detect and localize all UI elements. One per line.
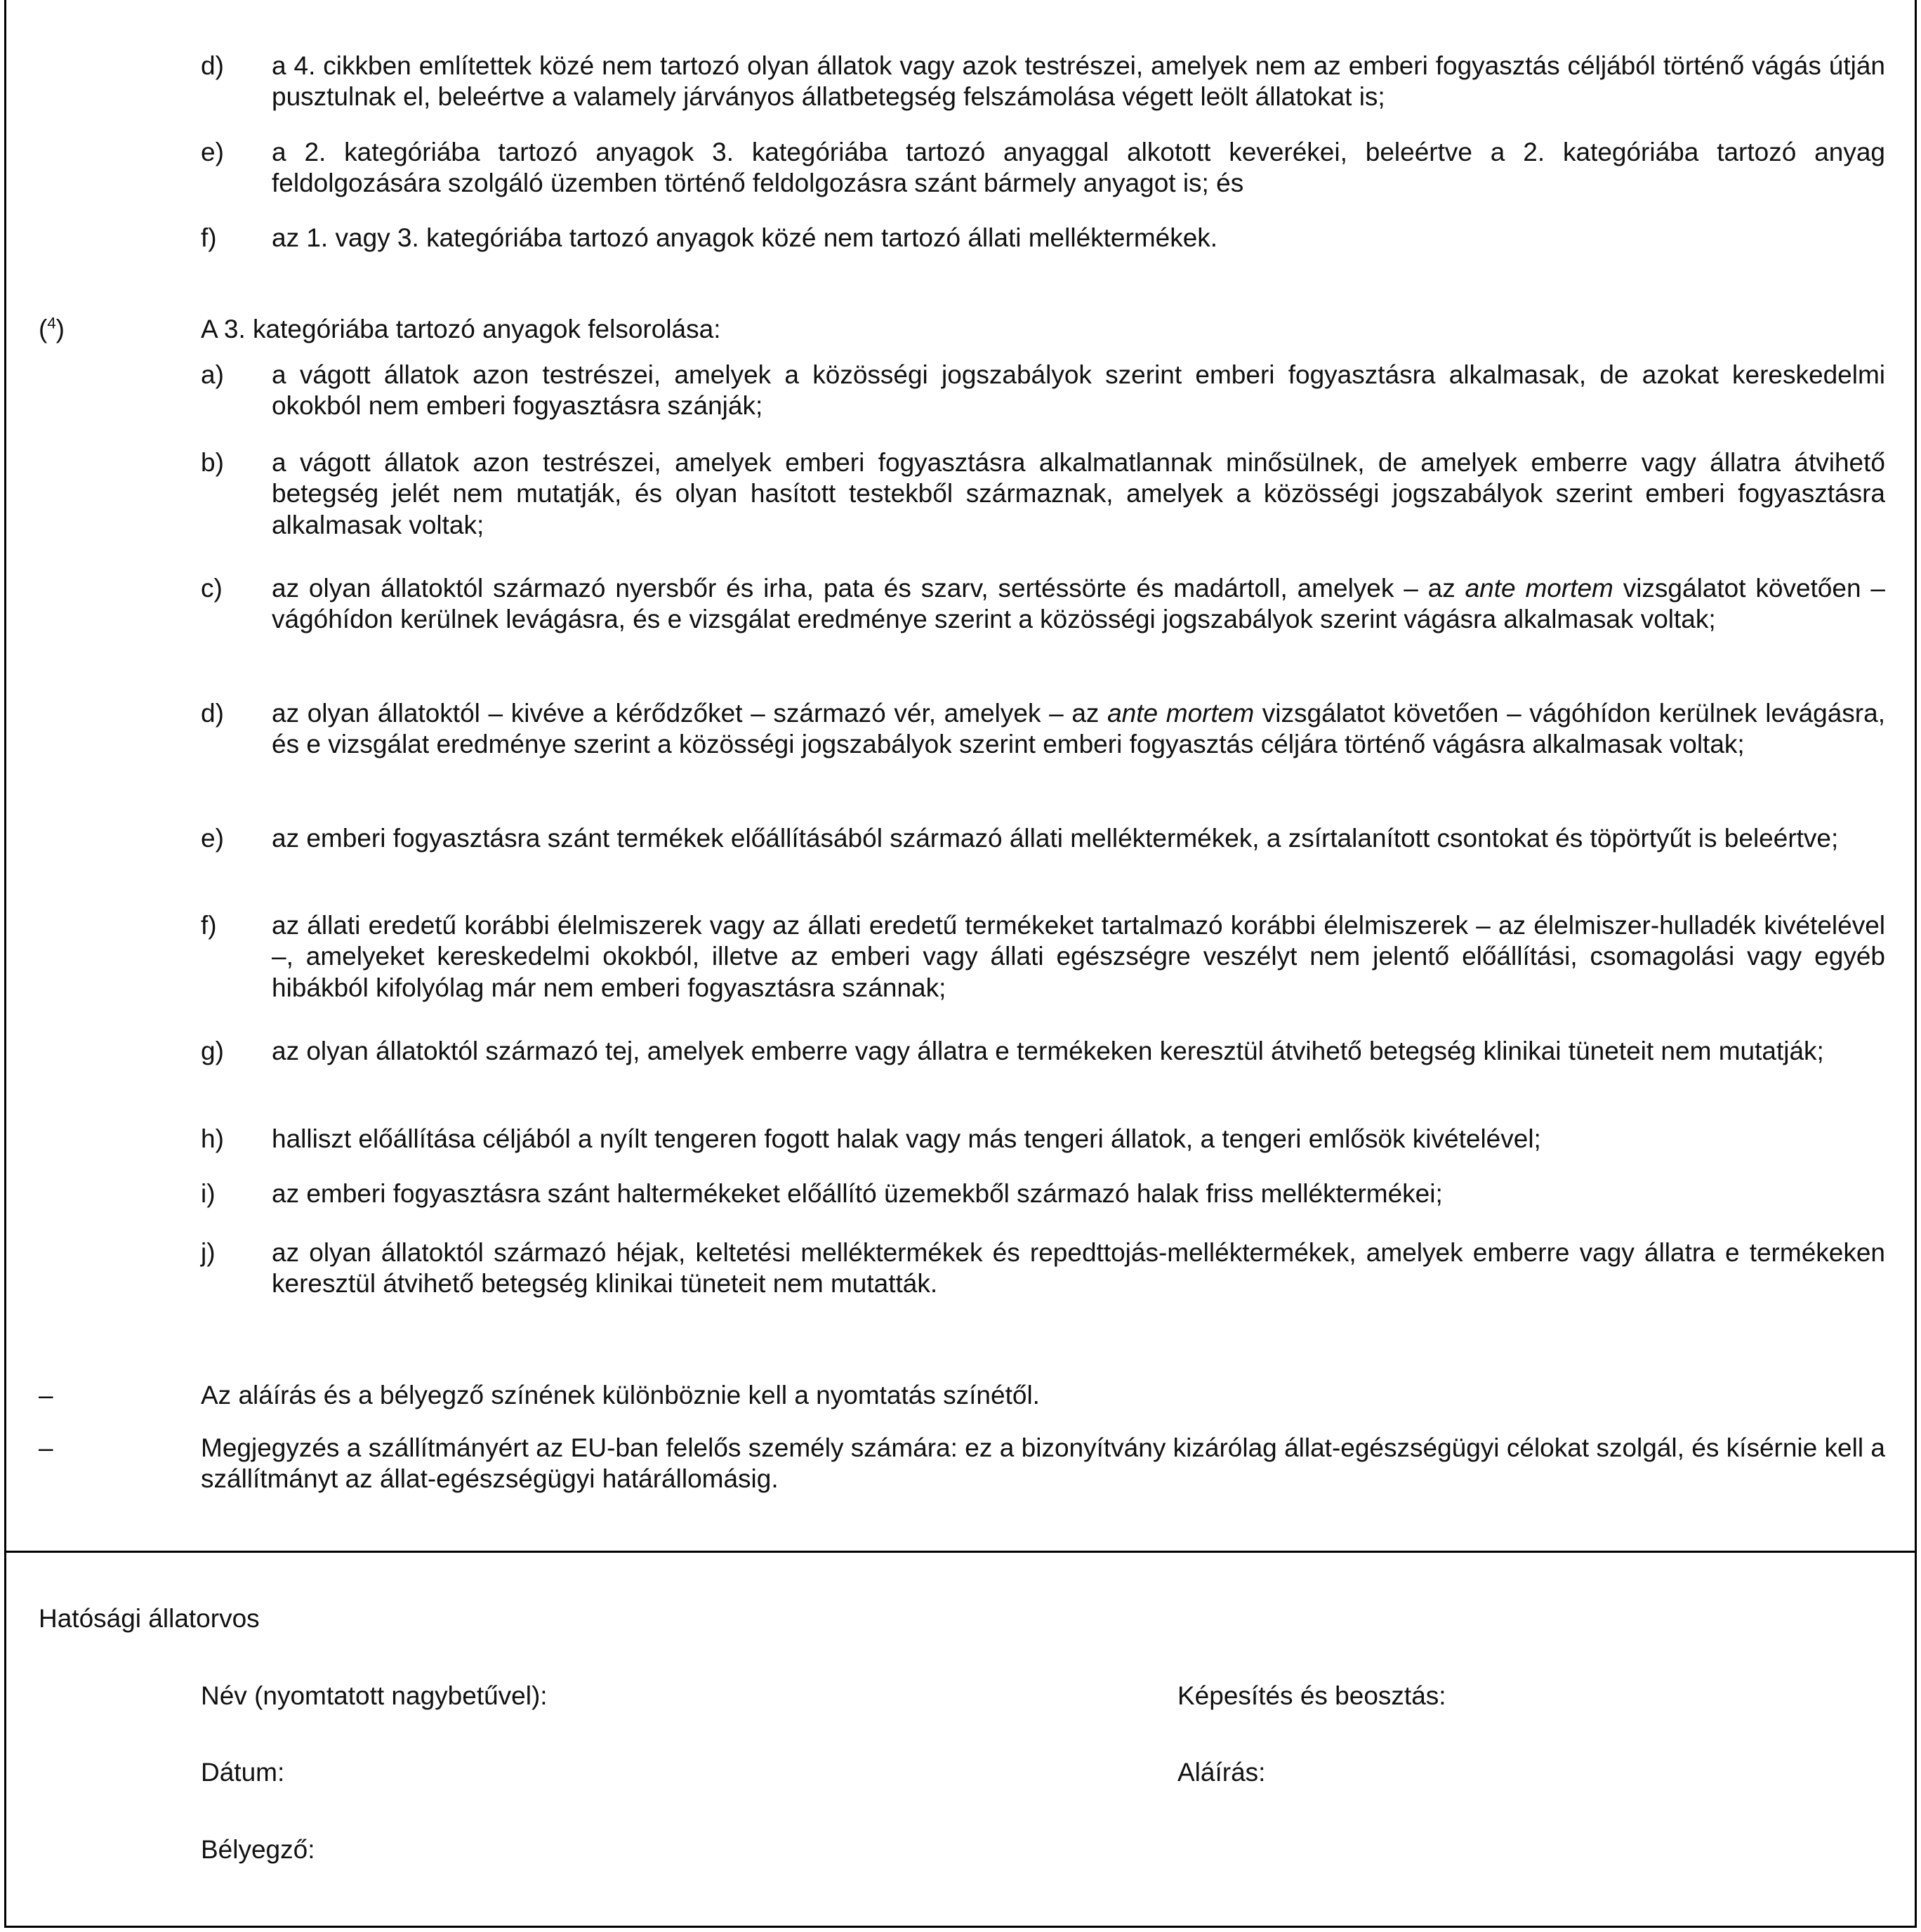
list-item-text: a 4. cikkben említettek közé nem tartozó olyan állatok vagy azok testrészei, amelyek nem az emberi fogyasztás céljából történő vágás útján pusztulnak el, beleértve a valamely járványos állatbetegség felszámolása végett leölt állatokat is; xyxy=(272,51,1885,112)
list-item-label: d) xyxy=(201,699,224,728)
list-item-text: az olyan állatoktól származó nyersbőr és irha, pata és szarv, sertéssörte és madártoll, amelyek – az ante mortem vizsgálatot követően – vágóhídon kerülnek levágásra, és e vizsgálat eredménye szerint a közösségi jogszabályok szerint vágásra alkalmasak voltak; xyxy=(272,574,1885,634)
footnote-marker: ($^4$) xyxy=(39,314,65,343)
signature-field-label: Aláírás: xyxy=(1177,1758,1266,1787)
note-dash: – xyxy=(39,1381,53,1409)
list-item-label: f) xyxy=(201,223,217,252)
list-item-label: j) xyxy=(201,1238,216,1267)
list-item-label: e) xyxy=(201,138,224,166)
list-item-label: d) xyxy=(201,51,224,80)
name-field-label: Név (nyomtatott nagybetűvel): xyxy=(201,1681,548,1710)
list-item-label: g) xyxy=(201,1037,224,1065)
stamp-field-label: Bélyegző: xyxy=(201,1835,315,1864)
qualification-field-label: Képesítés és beosztás: xyxy=(1177,1681,1446,1710)
list-item-text: halliszt előállítása céljából a nyílt tengeren fogott halak vagy más tengeri állatok, a tengeri emlősök kivételével; xyxy=(272,1124,1541,1153)
list-item-text: az 1. vagy 3. kategóriába tartozó anyagok közé nem tartozó állati melléktermékek. xyxy=(272,223,1218,252)
official-vet-title: Hatósági állatorvos xyxy=(39,1604,260,1633)
list-item-text: az állati eredetű korábbi élelmiszerek vagy az állati eredetű termékeket tartalmazó korábbi élelmiszerek – az élelmiszer-hulladék kivételével –, amelyeket kereskedelmi okokból, illetve az emberi vagy állati egészségre veszélyt nem jelentő előállítási, csomagolási vagy egyéb hibákból kifolyólag már nem emberi fogyasztásra szánnak; xyxy=(272,911,1885,1002)
list-item-label: f) xyxy=(201,911,217,940)
list-item-label: e) xyxy=(201,824,224,853)
list-item-text: az olyan állatoktól származó héjak, keltetési melléktermékek és repedttojás-melléktermékek, amelyek emberre vagy állatra e termékeken keresztül átvihető betegség klinikai tüneteit nem mutatták. xyxy=(272,1238,1885,1299)
section-divider xyxy=(4,1551,1917,1553)
list-item-text: a vágott állatok azon testrészei, amelyek a közösségi jogszabályok szerint emberi fogyasztásra alkalmasak, de azokat kereskedelmi okokból nem emberi fogyasztásra szánják; xyxy=(272,360,1885,421)
list-item-label: h) xyxy=(201,1124,224,1153)
list-item-label: c) xyxy=(201,574,223,603)
list-item-text: az olyan állatoktól származó tej, amelyek emberre vagy állatra e termékeken keresztül átvihető betegség klinikai tüneteit nem mutatják; xyxy=(272,1037,1824,1065)
list-item-text: az emberi fogyasztásra szánt haltermékeket előállító üzemekből származó halak friss melléktermékei; xyxy=(272,1179,1443,1208)
list-item-text: a vágott állatok azon testrészei, amelyek emberi fogyasztásra alkalmatlannak minősülnek, de amelyek emberre vagy állatra átvihető betegség jelét nem mutatják, és olyan hasított testekből származnak, amelyek a közösségi jogszabályok szerint emberi fogyasztásra alkalmasak voltak; xyxy=(272,448,1885,539)
date-field-label: Dátum: xyxy=(201,1758,285,1787)
list-item-text: az olyan állatoktól – kivéve a kérődzőket – származó vér, amelyek – az ante mortem vizsgálatot követően – vágóhídon kerülnek levágásra, és e vizsgálat eredménye szerint a közösségi jogszabályok szerint emberi fogyasztás céljára történő vágásra alkalmasak voltak; xyxy=(272,699,1885,759)
list-item-label: b) xyxy=(201,448,224,477)
list-item-label: i) xyxy=(201,1179,216,1208)
list-item-text: a 2. kategóriába tartozó anyagok 3. kategóriába tartozó anyaggal alkotott keverékei, beleértve a 2. kategóriába tartozó anyag feldolgozására szolgáló üzemben történő feldolgozásra szánt bármely anyagot is; és xyxy=(272,138,1885,198)
note-text: Megjegyzés a szállítmányért az EU-ban felelős személy számára: ez a bizonyítvány kizárólag állat-egészségügyi célokat szolgál, és kísérnie kell a szállítmányt az állat-egészségügyi határállomásig. xyxy=(201,1433,1885,1494)
note-text: Az aláírás és a bélyegző színének különböznie kell a nyomtatás színétől. xyxy=(201,1381,1040,1409)
note-dash: – xyxy=(39,1433,53,1462)
list-item-label: a) xyxy=(201,360,224,389)
list-item-text: az emberi fogyasztásra szánt termékek előállításából származó állati melléktermékek, a zsírtalanított csontokat és töpörtyűt is beleértve; xyxy=(272,824,1839,853)
footnote-intro: A 3. kategóriába tartozó anyagok felsorolása: xyxy=(201,315,721,343)
